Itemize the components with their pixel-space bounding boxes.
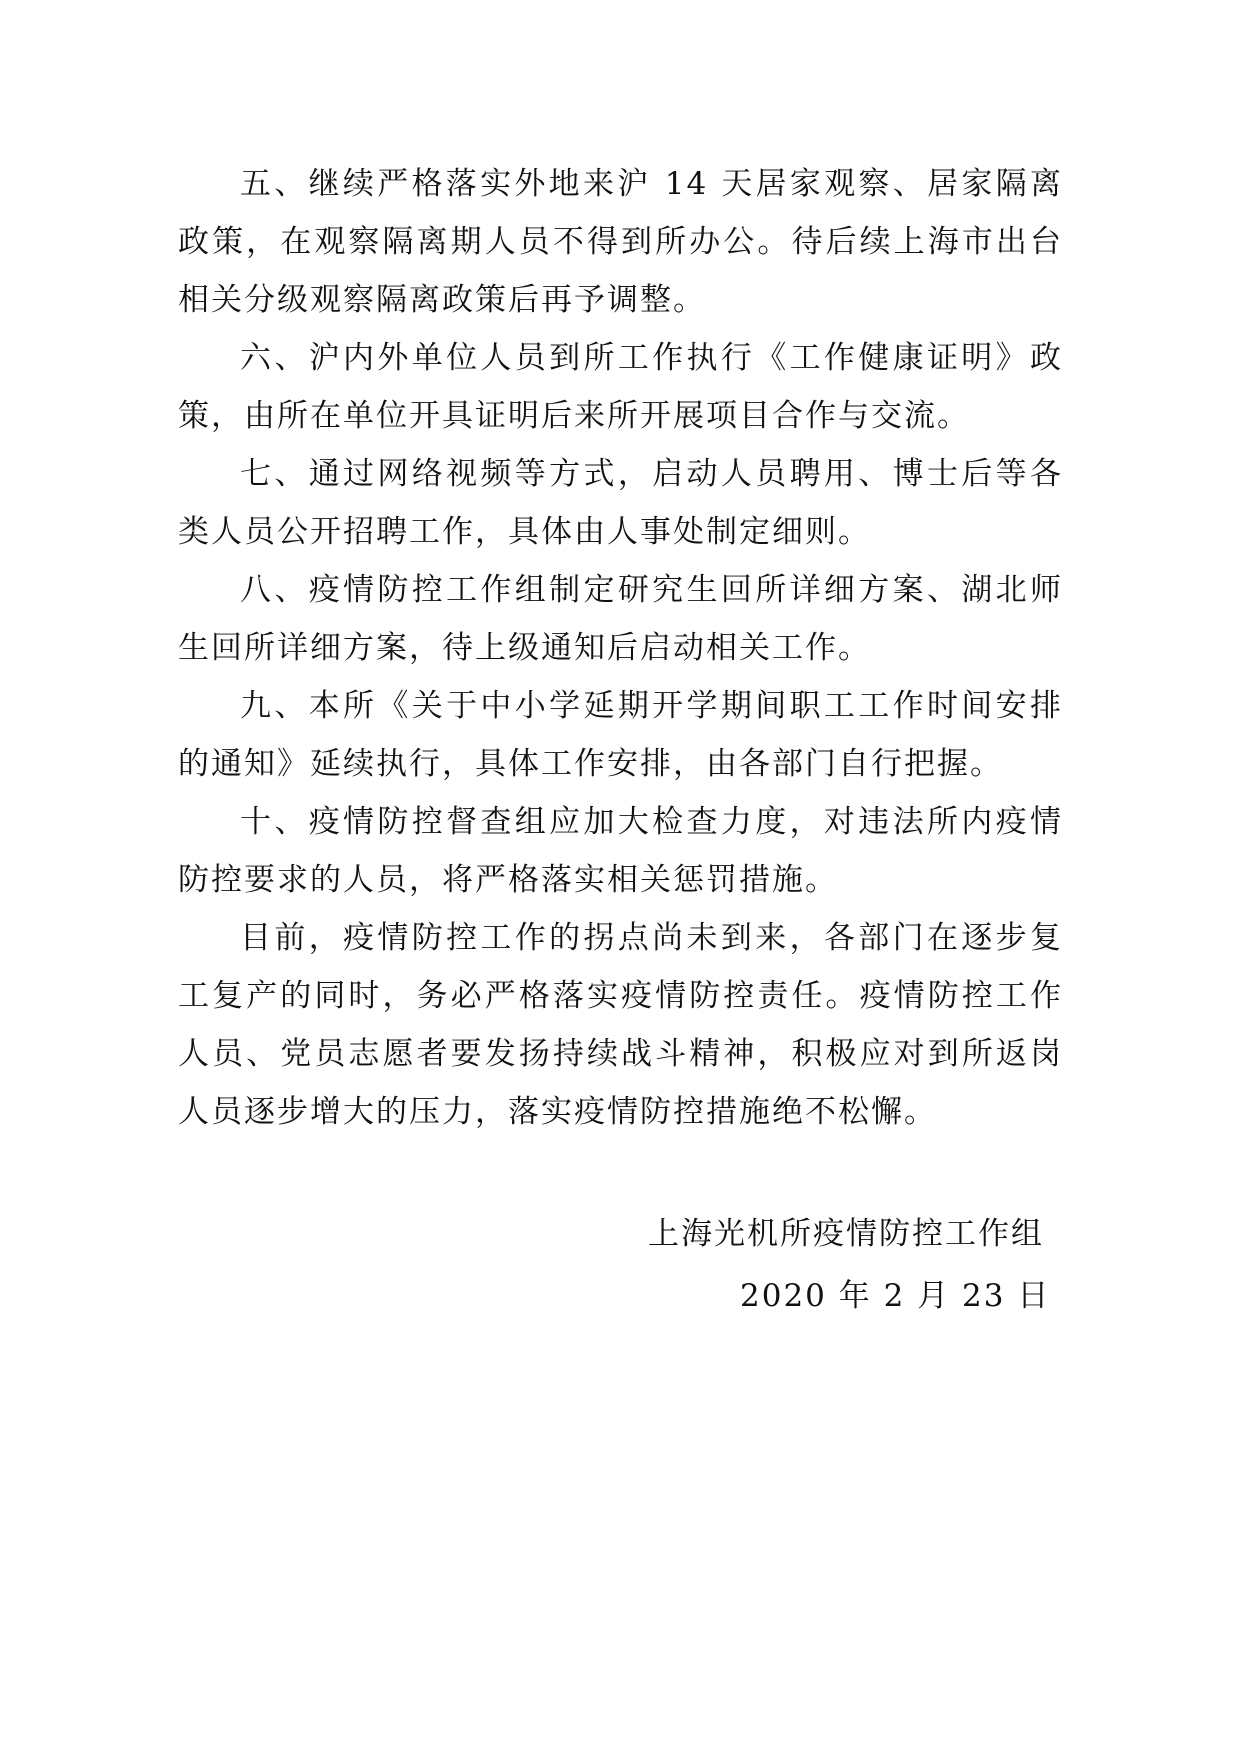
paragraph-item-8: 八、疫情防控工作组制定研究生回所详细方案、湖北师生回所详细方案，待上级通知后启动相关工作。 [178, 572, 1063, 666]
document-body [178, 155, 1063, 1141]
signature-organization: 上海光机所疫情防控工作组 [648, 1216, 1044, 1252]
signature-date: 2020 年 2 月 23 日 [740, 1278, 1051, 1314]
paragraph-item-6: 六、沪内外单位人员到所工作执行《工作健康证明》政策，由所在单位开具证明后来所开展项目合作与交流。 [178, 340, 1063, 434]
paragraph-item-10: 十、疫情防控督查组应加大检查力度，对违法所内疫情防控要求的人员，将严格落实相关惩罚措施。 [178, 804, 1063, 898]
paragraph-item-9: 九、本所《关于中小学延期开学期间职工工作时间安排的通知》延续执行，具体工作安排，由各部门自行把握。 [178, 688, 1063, 782]
paragraph-conclusion: 目前，疫情防控工作的拐点尚未到来，各部门在逐步复工复产的同时，务必严格落实疫情防控责任。疫情防控工作人员、党员志愿者要发扬持续战斗精神，积极应对到所返岗人员逐步增大的压力，落实疫情防控措施绝不松懈。 [178, 920, 1063, 1130]
paragraph-item-5: 五、继续严格落实外地来沪 14 天居家观察、居家隔离政策，在观察隔离期人员不得到所办公。待后续上海市出台相关分级观察隔离政策后再予调整。 [178, 166, 1063, 318]
paragraph-item-7: 七、通过网络视频等方式，启动人员聘用、博士后等各类人员公开招聘工作，具体由人事处制定细则。 [178, 456, 1063, 550]
